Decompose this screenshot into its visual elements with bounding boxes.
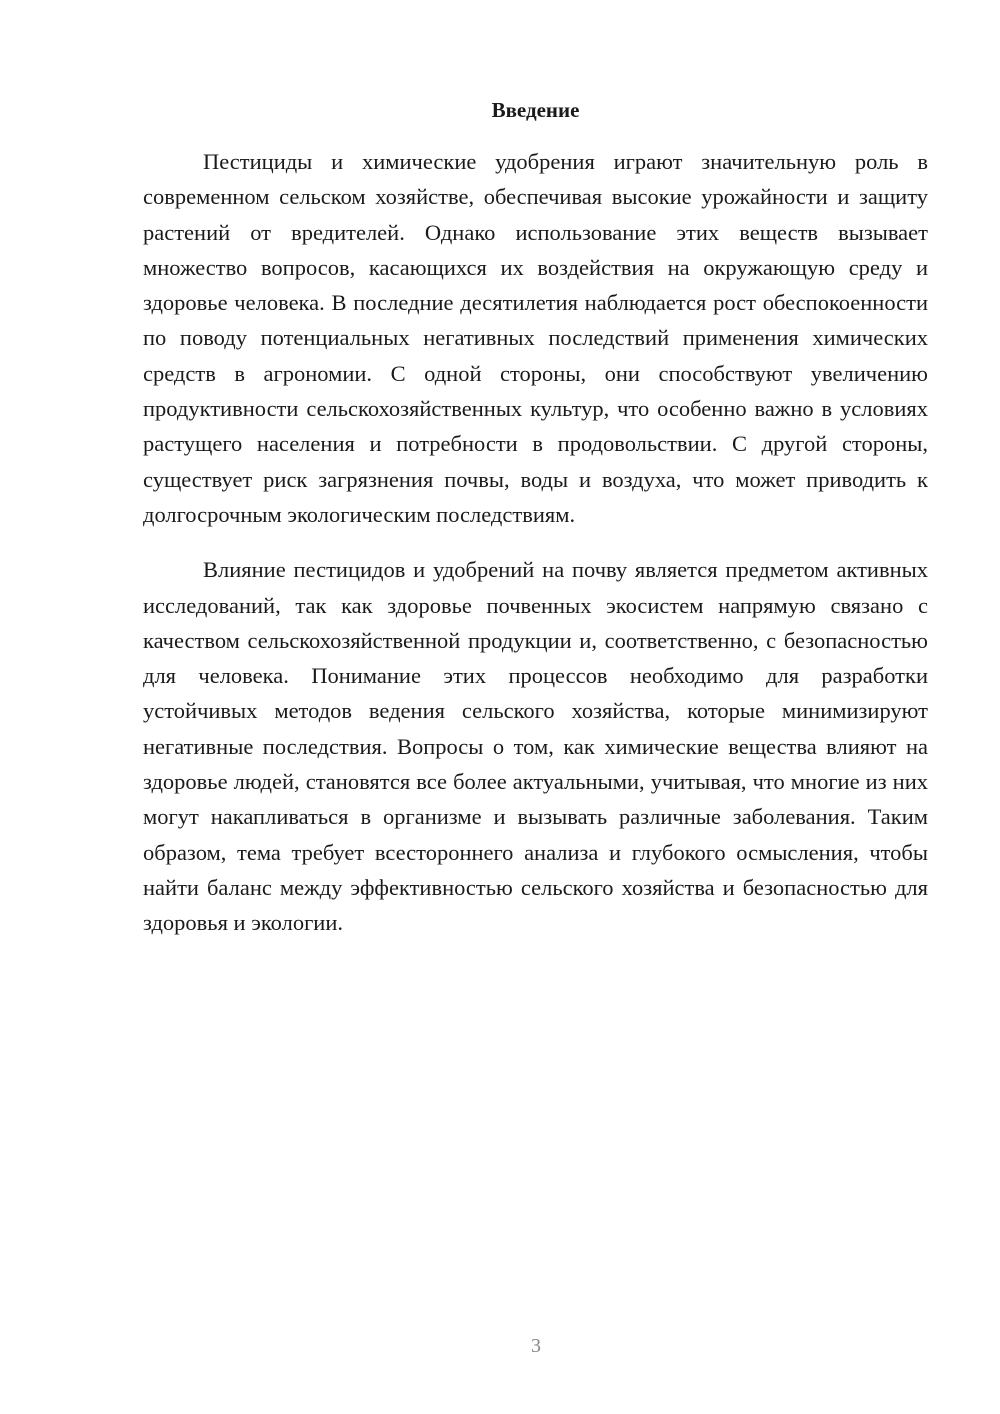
page-number: 3 — [531, 1335, 541, 1357]
paragraph-1: Пестициды и химические удобрения играют значительную роль в современном сельском хозяйстве, обеспечивая высокие урожайности и защиту растений от вредителей. Однако использование этих веществ вызывает множество вопросов, касающихся их воздействия на окружающую среду и здоровье человека. В последние десятилетия наблюдается рост обеспокоенности по поводу потенциальных негативных последствий применения химических средств в агрономии. С одной стороны, они способствуют увеличению продуктивности сельскохозяйственных культур, что особенно важно в условиях растущего населения и потребности в продовольствии. С другой стороны, существует риск загрязнения почвы, воды и воздуха, что может приводить к долгосрочным экологическим последствиям. — [143, 149, 928, 527]
page-content — [143, 96, 928, 941]
section-heading: Введение — [491, 98, 580, 122]
paragraph-2: Влияние пестицидов и удобрений на почву является предметом активных исследований, так как здоровье почвенных экосистем напрямую связано с качеством сельскохозяйственной продукции и, соответственно, с безопасностью для человека. Понимание этих процессов необходимо для разработки устойчивых методов ведения сельского хозяйства, которые минимизируют негативные последствия. Вопросы о том, как химические вещества влияют на здоровье людей, становятся все более актуальными, учитывая, что многие из них могут накапливаться в организме и вызывать различные заболевания. Таким образом, тема требует всестороннего анализа и глубокого осмысления, чтобы найти баланс между эффективностью сельского хозяйства и безопасностью для здоровья и экологии. — [143, 557, 928, 936]
